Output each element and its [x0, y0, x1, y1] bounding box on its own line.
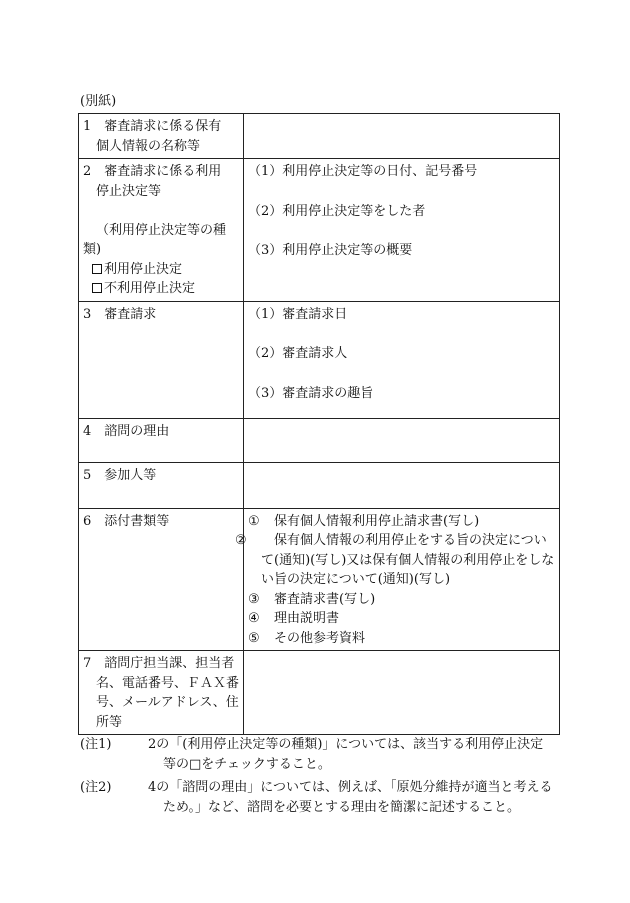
row-content-review-request[interactable]: （1）審査請求日 （2）審査請求人 （3）審査請求の趣旨 — [244, 301, 560, 418]
table-row — [79, 159, 560, 302]
row-content-inquiry-reason[interactable] — [244, 418, 560, 462]
table-row — [79, 301, 560, 418]
checkbox-suspension-decision[interactable]: 利用停止決定 — [83, 260, 240, 280]
attachment-item: ① 保有個人情報利用停止請求書(写し) — [248, 513, 480, 529]
row-content-participants[interactable] — [244, 462, 560, 508]
checkbox-icon[interactable] — [92, 283, 102, 293]
table-row — [79, 114, 560, 159]
checkbox-non-suspension-decision[interactable]: 不利用停止決定 — [83, 279, 240, 299]
row-label-inquiry-reason: 4 諮問の理由 — [79, 418, 244, 462]
table-row — [79, 462, 560, 508]
row-content-attachments[interactable] — [235, 508, 560, 651]
attachment-item: ② 保有個人情報の利用停止をする旨の決定について(通知)(写し)又は保有個人情報の利用停止をしない旨の決定について(通知)(写し) — [235, 533, 555, 587]
attachment-label: (別紙) — [80, 94, 117, 109]
row-label-review-request: 3 審査請求 — [79, 301, 244, 418]
row-label-suspension-decision: 2 審査請求に係る利用 停止決定等 （利用停止決定等の種 類) 利用停止決定 不利用停止決定 — [79, 159, 244, 302]
row-label-attachments: 6 添付書類等 — [79, 508, 244, 651]
row-label-personal-info-name: 1 審査請求に係る保有 個人情報の名称等 — [79, 114, 244, 159]
row-content-personal-info-name[interactable] — [244, 114, 560, 159]
table-row — [79, 418, 560, 462]
table-row — [79, 508, 560, 651]
table-row — [79, 651, 560, 735]
attachment-item: ④ 理由説明書 — [248, 611, 340, 626]
row-label-contact-info: 7 諮問庁担当課、担当者 名、電話番号、ＦＡＸ番 号、メールアドレス、住 所等 — [79, 651, 244, 735]
attachment-item: ③ 審査請求書(写し) — [248, 591, 376, 607]
checkbox-icon[interactable] — [92, 264, 102, 274]
note-2: (注2) 4の「諮問の理由」については、例えば、「原処分維持が適当と考える ため。」など、諮問を必要とする理由を簡潔に記述すること。 — [80, 780, 553, 815]
note-1: (注1) 2の「(利用停止決定等の種類)」については、該当する利用停止決定 等の□をチェックすること。 — [80, 737, 544, 772]
attachment-item: ⑤ その他参考資料 — [248, 630, 366, 646]
row-content-suspension-decision[interactable]: （1）利用停止決定等の日付、記号番号 （2）利用停止決定等をした者 （3）利用停止決定等の概要 — [244, 159, 560, 302]
row-content-contact-info[interactable] — [244, 651, 560, 735]
notes-section — [80, 735, 560, 821]
review-request-form-table — [78, 113, 560, 735]
row-label-participants: 5 参加人等 — [79, 462, 244, 508]
